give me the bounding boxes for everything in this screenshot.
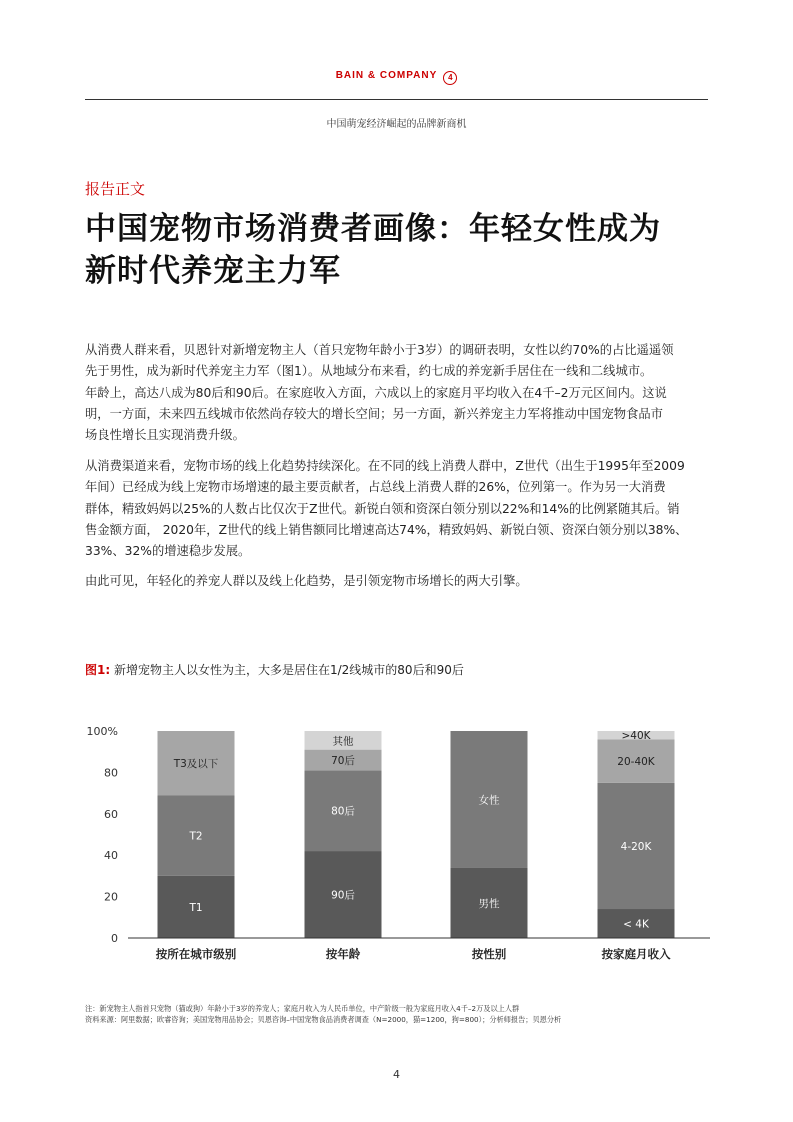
x-category-label: 按年龄 (325, 947, 361, 961)
footnote-note: 注：新宠物主人指首只宠物（猫或狗）年龄小于3岁的养宠人；家庭月收入为人民币单位，中产阶级一般为家庭月收入4千–2万及以上人群 (85, 1004, 520, 1013)
paragraph-line: 33%、32%的增速稳步发展。 (85, 544, 251, 559)
report-subtitle: 中国萌宠经济崛起的品牌新商机 (326, 119, 467, 130)
paragraph-line: 明，一方面，未来四五线城市依然尚存较大的增长空间；另一方面，新兴养宠主力军将推动中国宠物食品市 (85, 406, 663, 421)
paragraph-line: 年间）已经成为线上宠物市场增速的最主要贡献者，占总线上消费人群的26%，位列第一。作为另一大消费 (85, 480, 666, 495)
figure-label: 图1: (85, 663, 111, 677)
section-label: 报告正文 (85, 180, 146, 198)
bar-segment-label: 90后 (331, 889, 355, 902)
paragraph-line: 从消费人群来看，贝恩针对新增宠物主人（首只宠物年龄小于3岁）的调研表明，女性以约70%的占比遥遥领 (85, 343, 674, 357)
y-tick-label: 40 (104, 849, 118, 863)
y-tick-label: 100% (86, 725, 118, 738)
figure-caption-text: 新增宠物主人以女性为主，大多是居住在1/2线城市的80后和90后 (113, 663, 464, 677)
brand-name: BAIN & COMPANY (335, 70, 438, 81)
bar-segment-label: 男性 (478, 897, 500, 910)
paragraph-line: 由此可见，年轻化的养宠人群以及线上化趋势，是引领宠物市场增长的两大引擎。 (85, 574, 528, 588)
paragraph-line: 售金额方面， 2020年，Z世代的线上销售额同比增速高达74%，精致妈妈、新锐白领、资深白领分别以38%、 (85, 522, 688, 537)
title-line-2: 新时代养宠主力军 (85, 253, 341, 289)
bar-segment-label: T3及以下 (173, 758, 219, 771)
y-tick-label: 0 (111, 932, 118, 945)
y-tick-label: 80 (104, 766, 118, 780)
bar-segment-label: 4-20K (620, 840, 652, 853)
bain-logo-icon: 4 (443, 71, 457, 85)
paragraph-line: 年龄上，高达八成为80后和90后。在家庭收入方面，六成以上的家庭月平均收入在4千–2万元区间内。这说 (85, 385, 667, 400)
paragraph-line: 从消费渠道来看，宠物市场的线上化趋势持续深化。在不同的线上消费人群中，Z世代（出生于1995年至2009 (85, 459, 685, 473)
bar-segment-label: 其他 (332, 735, 354, 748)
x-category-label: 按所在城市级别 (155, 947, 237, 961)
title-line-1: 中国宠物市场消费者画像：年轻女性成为 (85, 211, 661, 247)
bar-segment-label: 80后 (331, 805, 355, 818)
bar-segment-label: < 4K (623, 918, 649, 931)
paragraph-line: 群体，精致妈妈以25%的人数占比仅次于Z世代。新锐白领和资深白领分别以22%和14%的比例紧随其后。销 (85, 501, 680, 516)
x-category-label: 按家庭月收入 (601, 947, 671, 961)
footnote-source: 资料来源：阿里数据；欧睿咨询；美国宠物用品协会；贝恩咨询–中国宠物食品消费者调查（N=2000，猫=1200，狗=800）；分析师报告；贝恩分析 (85, 1015, 562, 1024)
bar-segment-label: T2 (189, 830, 203, 843)
paragraph-line: 先于男性，成为新时代养宠主力军（图1）。从地域分布来看，约七成的养宠新手居住在一线和二线城市。 (85, 364, 653, 379)
bar-segment-label: T1 (189, 901, 203, 914)
paragraph-line: 场良性增长且实现消费升级。 (85, 428, 245, 443)
bar-segment-label: 20-40K (617, 756, 655, 769)
y-tick-label: 20 (104, 890, 118, 904)
page-number: 4 (393, 1068, 400, 1081)
bar-segment-label: >40K (621, 730, 651, 743)
bar-segment-label: 70后 (331, 754, 355, 767)
bar-segment-label: 女性 (478, 794, 500, 807)
y-tick-label: 60 (104, 807, 118, 821)
x-category-label: 按性别 (471, 947, 507, 961)
